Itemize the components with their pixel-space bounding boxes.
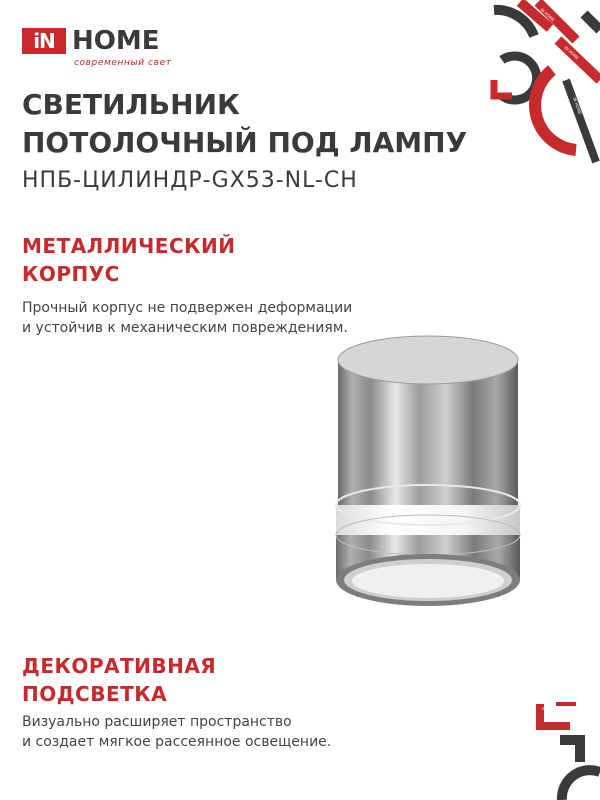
feature-2-desc-line2: и создает мягкое рассеянное освещение. [22, 734, 332, 750]
decor-bottom-right [520, 700, 600, 800]
decor-text-5: IN HOME [542, 707, 558, 711]
feature-2-title-line2: ПОДСВЕТКА [22, 682, 168, 706]
feature-2-title [22, 652, 216, 708]
product-title [22, 86, 542, 162]
feature-2-description [22, 712, 402, 752]
logo-home-word: HOME [72, 26, 160, 56]
decor-text-4: IN HOME [572, 96, 583, 115]
feature-1-title-line2: КОРПУС [22, 262, 120, 286]
product-title-line2: ПОТОЛОЧНЫЙ ПОД ЛАМПУ [22, 126, 468, 159]
decor-text-3: IN HOME [563, 45, 580, 61]
product-model: НПБ-ЦИЛИНДР-GX53-NL-CH [22, 168, 358, 193]
decor-text-1: IN HOME [539, 7, 556, 23]
product-title-line1: СВЕТИЛЬНИК [22, 88, 240, 121]
product-image [318, 330, 538, 620]
feature-1-desc-line2: и устойчив к механическим повреждениям. [22, 320, 348, 336]
logo-in-mark: iN [22, 28, 66, 54]
brand-logo [22, 22, 192, 70]
logo-tagline: современный свет [74, 58, 172, 68]
decor-text-2: IN HOME [557, 7, 574, 23]
feature-1-title [22, 232, 235, 288]
feature-1-title-line1: МЕТАЛЛИЧЕСКИЙ [22, 234, 236, 258]
feature-2-desc-line1: Визуально расширяет пространство [22, 714, 292, 730]
feature-1-desc-line1: Прочный корпус не подвержен деформации [22, 300, 353, 316]
feature-2-title-line1: ДЕКОРАТИВНАЯ [22, 654, 217, 678]
